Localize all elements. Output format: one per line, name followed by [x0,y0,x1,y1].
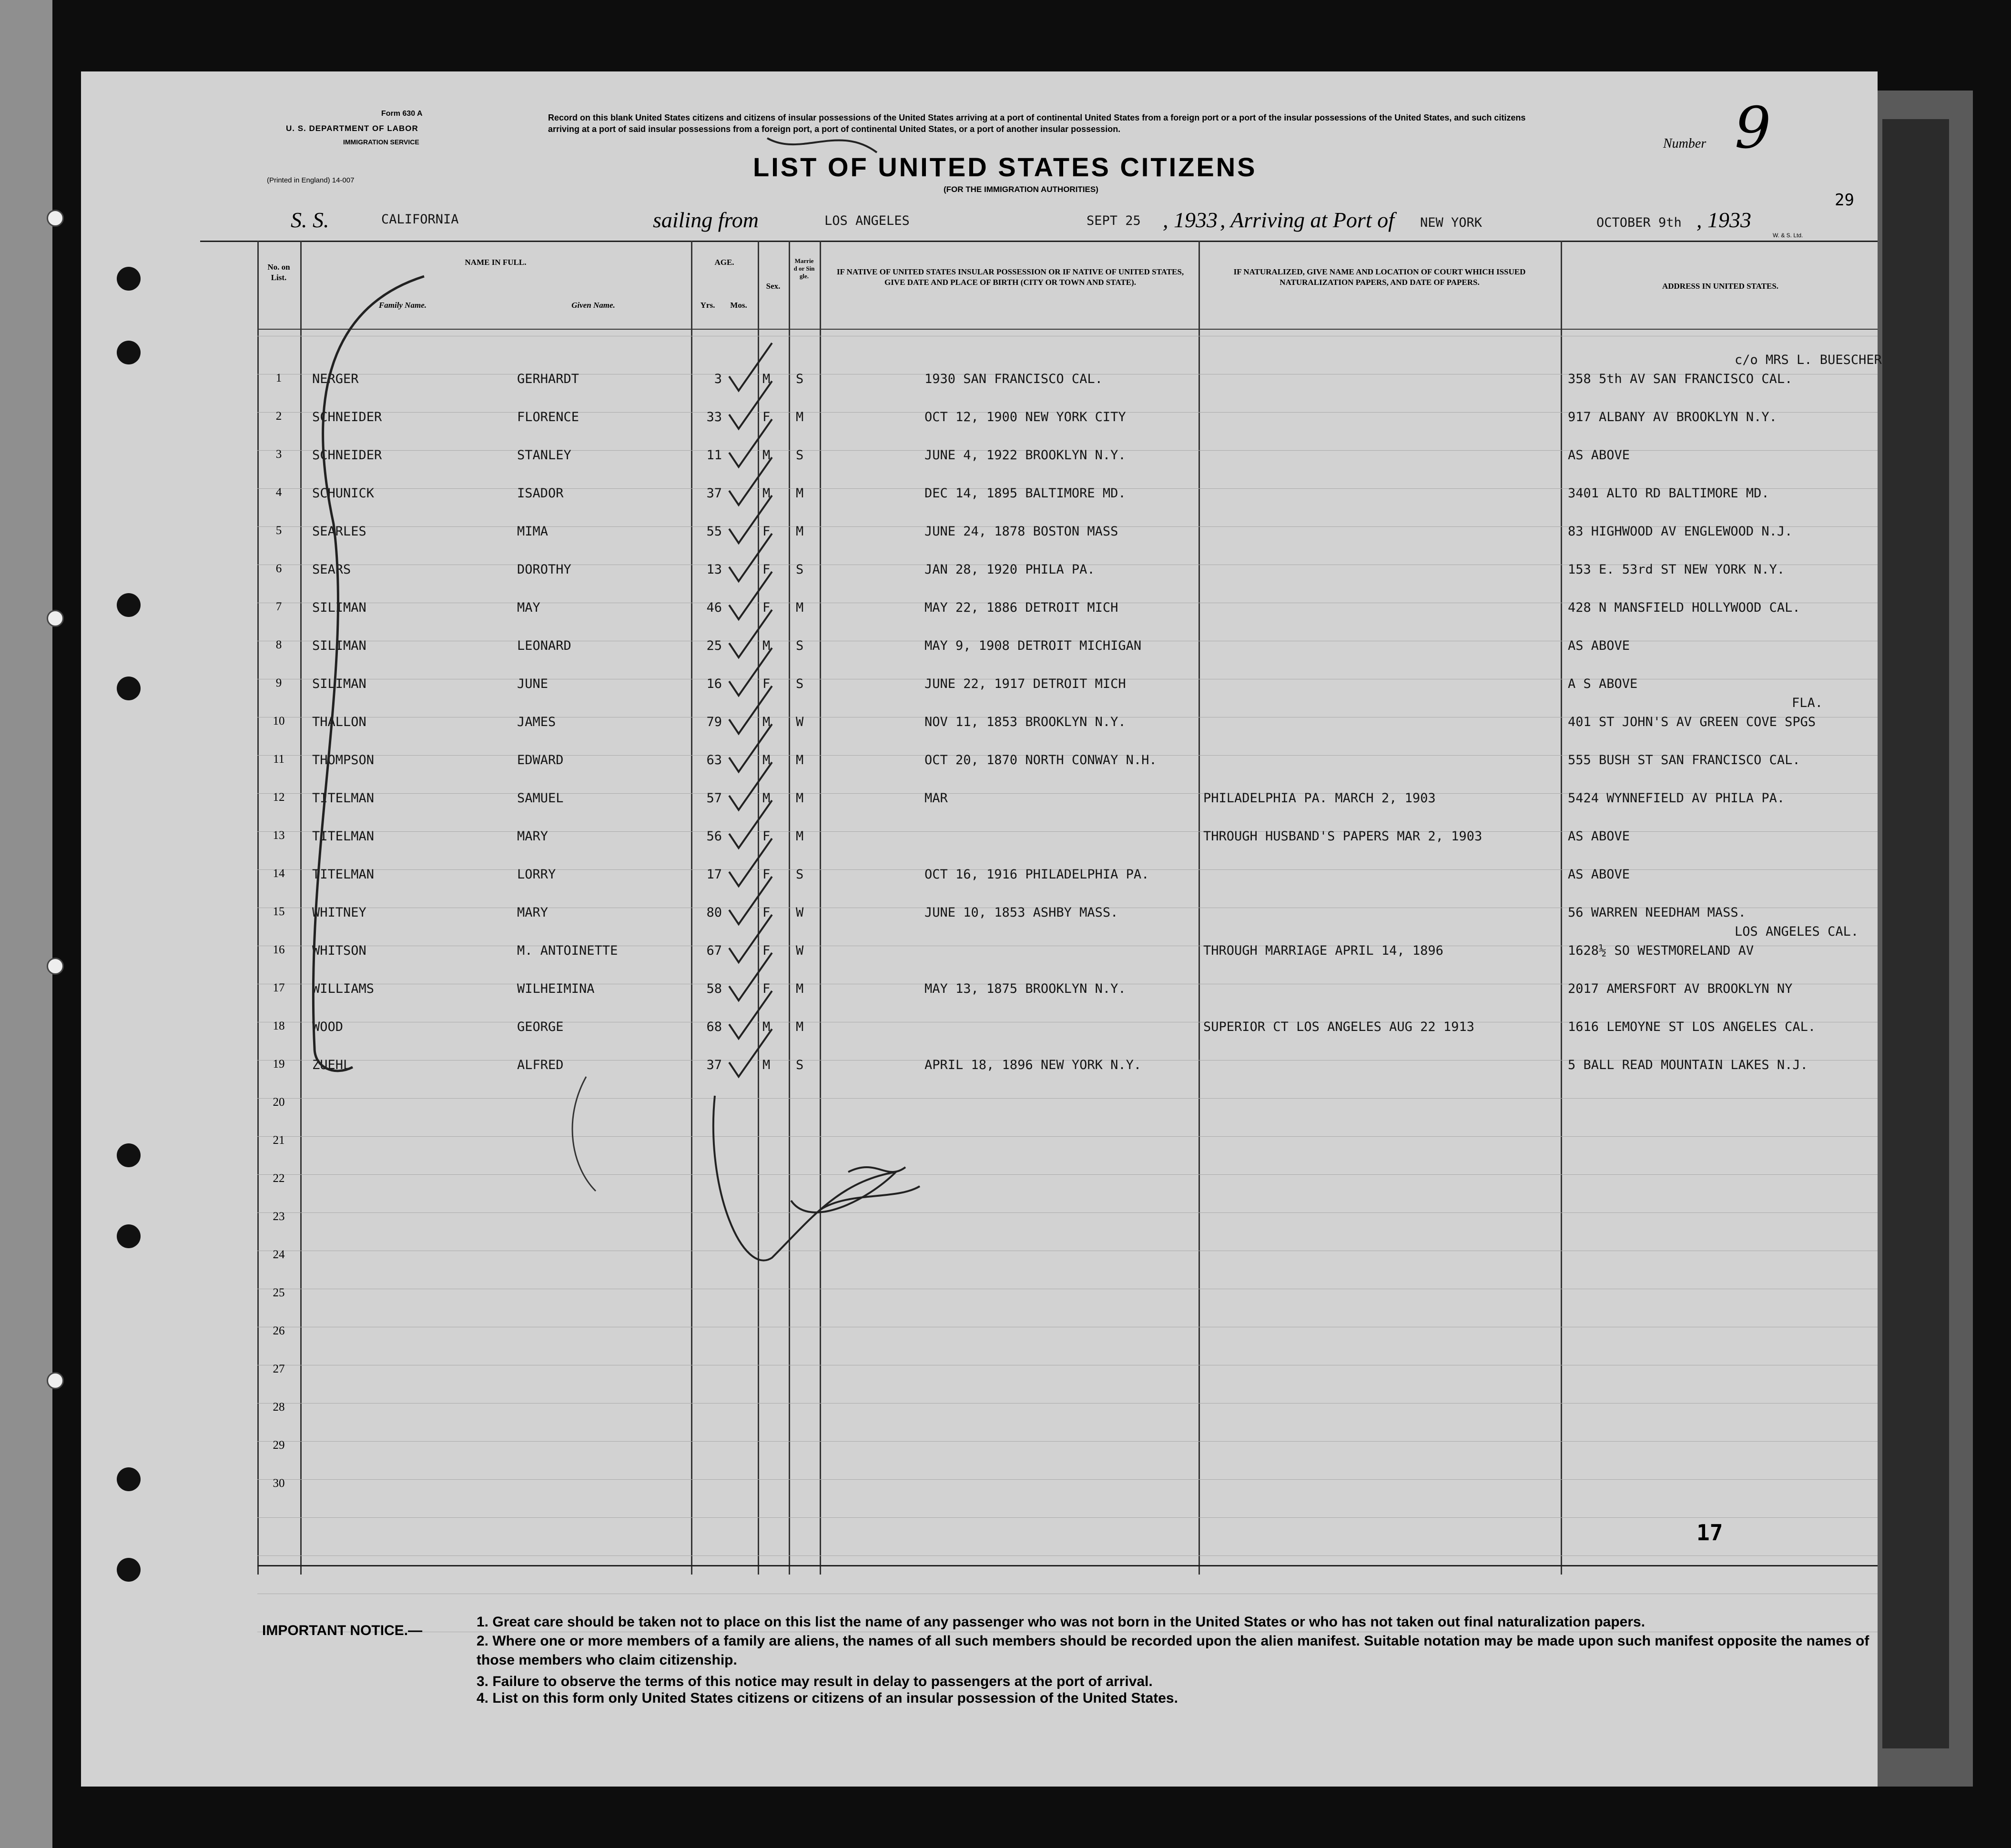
cell-age: 80 [706,905,722,920]
cell-age: 46 [706,600,722,615]
cell-age: 79 [706,715,722,729]
cell-address: 1628½ SO WESTMORELAND AV [1568,943,1754,958]
pencil-mark [572,1077,596,1191]
cell-ms: S [796,867,804,882]
cell-address-extra: FLA. [1792,696,1823,710]
notice-item: 3. Failure to observe the terms of this notice may result in delay to passengers at the port of arrival. [477,1674,1153,1689]
col-header-age: AGE. [714,258,734,267]
page-number: 17 [1696,1520,1723,1545]
cell-sex: M [762,753,771,767]
cell-age: 13 [706,562,722,577]
cell-sex: F [762,600,771,615]
cell-family: THOMPSON [312,753,375,767]
cell-age: 11 [706,448,722,463]
cell-ms: W [796,943,804,958]
col-header-given: Given Name. [571,301,615,310]
col-header-sex: Sex. [766,282,781,291]
cell-age: 58 [706,981,722,996]
number-label: Number [1663,136,1706,151]
empty-row-number: 28 [273,1401,285,1414]
cell-address: 153 E. 53rd ST NEW YORK N.Y. [1568,562,1785,577]
empty-row-number: 30 [273,1477,285,1490]
cell-no: 13 [273,829,285,842]
cell-age: 25 [706,638,722,653]
notice-title: IMPORTANT NOTICE.— [262,1623,423,1638]
cell-family: SCHUNICK [312,486,375,501]
cell-family: WHITSON [312,943,366,958]
cell-ms: M [796,600,804,615]
cell-no: 6 [275,562,282,575]
cell-address: 428 N MANSFIELD HOLLYWOOD CAL. [1568,600,1800,615]
cell-given: DOROTHY [517,562,571,577]
cell-ms: M [796,524,804,539]
cell-age: 57 [706,791,722,806]
notice-item: 1. Great care should be taken not to place on this list the name of any passenger who was not born in the United States or who has not taken out final naturalization papers. [477,1614,1645,1630]
cell-age: 37 [706,1058,722,1072]
col-header-address: ADDRESS IN UNITED STATES. [1662,282,1779,291]
cell-family: SCHNEIDER [312,410,382,424]
col-header-yrs: Yrs. [700,301,715,310]
cell-family: SILIMAN [312,600,366,615]
cell-given: MARY [517,905,548,920]
cell-address: AS ABOVE [1568,448,1630,463]
cell-ms: M [796,753,804,767]
cell-address: 3401 ALTO RD BALTIMORE MD. [1568,486,1769,501]
cell-no: 17 [273,981,285,994]
cell-ms: W [796,715,804,729]
cell-sex: F [762,981,771,996]
cell-nat: SUPERIOR CT LOS ANGELES AUG 22 1913 [1203,1020,1474,1034]
cell-birth: JUNE 22, 1917 DETROIT MICH [924,677,1126,691]
empty-row-number: 27 [273,1363,285,1375]
cell-given: MIMA [517,524,548,539]
cell-given: GERHARDT [517,372,579,386]
cell-age: 68 [706,1020,722,1034]
cell-given: MAY [517,600,540,615]
cell-address: A S ABOVE [1568,677,1638,691]
cell-address: 401 ST JOHN'S AV GREEN COVE SPGS [1568,715,1816,729]
arrival-port: NEW YORK [1420,215,1483,230]
cell-address: AS ABOVE [1568,829,1630,844]
cell-given: EDWARD [517,753,564,767]
cell-age: 16 [706,677,722,691]
col-header-family: Family Name. [378,301,427,310]
notice-item: 4. List on this form only United States citizens or citizens of an insular possession of the United States. [477,1690,1178,1706]
cell-birth: APRIL 18, 1896 NEW YORK N.Y. [924,1058,1142,1072]
cell-no: 7 [275,600,282,613]
cell-family: SEARS [312,562,351,577]
bracket-mark [313,276,424,1071]
cell-ms: M [796,981,804,996]
cell-ms: W [796,905,804,920]
cell-family: WHITNEY [312,905,366,920]
corner-number: 29 [1835,191,1854,210]
cell-address-extra: c/o MRS L. BUESCHER [1735,353,1882,367]
cell-birth: OCT 20, 1870 NORTH CONWAY N.H. [924,753,1157,767]
cell-family: ZUEHL [312,1058,351,1072]
cell-age: 33 [706,410,722,424]
cell-given: MARY [517,829,548,844]
cell-birth: MAY 13, 1875 BROOKLYN N.Y. [924,981,1126,996]
cell-birth: MAR [924,791,948,806]
cell-address: 555 BUSH ST SAN FRANCISCO CAL. [1568,753,1800,767]
page-subtitle: (FOR THE IMMIGRATION AUTHORITIES) [944,185,1098,194]
cell-birth: JAN 28, 1920 PHILA PA. [924,562,1095,577]
cell-no: 14 [273,867,285,880]
cell-sex: F [762,677,771,691]
cell-birth: NOV 11, 1853 BROOKLYN N.Y. [924,715,1126,729]
cell-family: SILIMAN [312,677,366,691]
cell-nat: PHILADELPHIA PA. MARCH 2, 1903 [1203,791,1436,806]
cell-no: 18 [273,1020,285,1032]
printer-mark: W. & S. Ltd. [1773,232,1803,239]
cell-address: 1616 LEMOYNE ST LOS ANGELES CAL. [1568,1020,1816,1034]
cell-age: 17 [706,867,722,882]
cell-ms: S [796,677,804,691]
departure-date: SEPT 25 [1087,213,1141,228]
empty-row-number: 26 [273,1324,285,1337]
arriving-label: , Arriving at Port of [1220,208,1394,232]
sailing-label: sailing from [653,208,759,232]
cell-ms: M [796,829,804,844]
cell-sex: M [762,638,771,653]
cell-family: NERGER [312,372,359,386]
form-instructions: Record on this blank United States citizens and citizens of insular possessions of the United States arriving at a port of continental United States from a foreign port or a port of the insular possessions of the United States, and such citizens arriving at a port of said insular possessions from a foreign port, a port of continental United States, or a port of another insular possession. [548,113,1526,134]
cell-sex: M [762,372,771,386]
cell-sex: M [762,1058,771,1072]
cell-family: TITELMAN [312,867,375,882]
cell-sex: F [762,905,771,920]
cell-no: 15 [273,905,285,918]
cell-sex: F [762,867,771,882]
cell-address-extra: LOS ANGELES CAL. [1735,924,1859,939]
cell-family: THALLON [312,715,366,729]
cell-birth: MAY 9, 1908 DETROIT MICHIGAN [924,638,1142,653]
cell-given: SAMUEL [517,791,564,806]
col-header-married: Married or Single. [793,257,815,280]
cell-no: 11 [273,753,285,766]
cell-age: 37 [706,486,722,501]
departure-year: , 1933 [1163,208,1218,232]
cell-sex: M [762,1020,771,1034]
cell-no: 10 [273,715,285,727]
cell-address: AS ABOVE [1568,867,1630,882]
empty-row-number: 20 [273,1096,285,1109]
cell-ms: M [796,1020,804,1034]
cell-family: TITELMAN [312,829,375,844]
notice-item: 2. Where one or more members of a family are aliens, the names of all such members should be recorded upon the alien manifest. Suitable notation may be made upon such manifest opposite the names of those members who claim citizenship. [477,1633,1869,1668]
cell-given: WILHEIMINA [517,981,595,996]
cell-address: 56 WARREN NEEDHAM MASS. [1568,905,1746,920]
signature-stroke [713,1096,896,1261]
cell-birth: OCT 12, 1900 NEW YORK CITY [924,410,1126,424]
ss-label: S. S. [291,208,329,232]
cell-family: SEARLES [312,524,366,539]
col-header-native: IF NATIVE OF UNITED STATES INSULAR POSSESSION OR IF NATIVE OF UNITED STATES, GIVE DATE AND PLACE OF BIRTH (CITY OR TOWN AND STATE). [836,267,1184,287]
cell-given: M. ANTOINETTE [517,943,618,958]
cell-no: 12 [273,791,285,804]
cell-sex: M [762,715,771,729]
cell-no: 5 [275,524,282,537]
cell-birth: 1930 SAN FRANCISCO CAL. [924,372,1103,386]
cell-given: JAMES [517,715,556,729]
tick-marks [729,343,772,1077]
cell-sex: F [762,943,771,958]
cell-ms: M [796,791,804,806]
departure-port: LOS ANGELES [824,213,910,228]
cell-family: SILIMAN [312,638,366,653]
cell-ms: M [796,410,804,424]
signature-stroke [820,1167,920,1210]
cell-birth: JUNE 10, 1853 ASHBY MASS. [924,905,1118,920]
cell-sex: M [762,791,771,806]
cell-age: 63 [706,753,722,767]
form-number: Form 630 A [381,110,423,118]
cell-family: SCHNEIDER [312,448,382,463]
page-title: LIST OF UNITED STATES CITIZENS [753,152,1257,182]
cell-ms: S [796,1058,804,1072]
cell-address: 2017 AMERSFORT AV BROOKLYN NY [1568,981,1793,996]
cell-given: GEORGE [517,1020,564,1034]
cell-birth: DEC 14, 1895 BALTIMORE MD. [924,486,1126,501]
cell-sex: F [762,524,771,539]
cell-sex: F [762,562,771,577]
cell-no: 8 [275,638,282,651]
service-name: IMMIGRATION SERVICE [343,138,419,146]
cell-no: 1 [275,372,282,384]
cell-age: 55 [706,524,722,539]
cell-ms: S [796,448,804,463]
cell-given: ALFRED [517,1058,564,1072]
cell-given: JUNE [517,677,548,691]
cell-no: 2 [275,410,282,423]
cell-no: 9 [275,677,282,689]
cell-family: WILLIAMS [312,981,375,996]
cell-address: 83 HIGHWOOD AV ENGLEWOOD N.J. [1568,524,1793,539]
cell-ms: S [796,638,804,653]
cell-ms: S [796,562,804,577]
empty-row-number: 25 [273,1286,285,1299]
empty-row-number: 21 [273,1134,285,1147]
cell-family: WOOD [312,1020,344,1034]
cell-no: 16 [273,943,285,956]
cell-birth: OCT 16, 1916 PHILADELPHIA PA. [924,867,1149,882]
cell-given: FLORENCE [517,410,579,424]
cell-birth: MAY 22, 1886 DETROIT MICH [924,600,1118,615]
pen-scribble [767,138,877,152]
cell-given: ISADOR [517,486,564,501]
cell-nat: THROUGH MARRIAGE APRIL 14, 1896 [1203,943,1443,958]
cell-sex: M [762,448,771,463]
empty-row-number: 24 [273,1248,285,1261]
empty-row-number: 23 [273,1210,285,1223]
cell-ms: M [796,486,804,501]
cell-sex: F [762,829,771,844]
cell-address: 917 ALBANY AV BROOKLYN N.Y. [1568,410,1777,424]
cell-address: AS ABOVE [1568,638,1630,653]
cell-address: 5 BALL READ MOUNTAIN LAKES N.J. [1568,1058,1808,1072]
col-header-mos: Mos. [730,301,747,310]
cell-sex: M [762,486,771,501]
col-header-naturalized: IF NATURALIZED, GIVE NAME AND LOCATION OF COURT WHICH ISSUED NATURALIZATION PAPERS, AND DATE OF PAPERS. [1233,267,1526,287]
empty-row-number: 22 [273,1172,285,1185]
empty-row-number: 29 [273,1439,285,1452]
cell-no: 3 [275,448,282,461]
printer-note: (Printed in England) 14-007 [267,176,355,184]
cell-age: 56 [706,829,722,844]
cell-birth: JUNE 24, 1878 BOSTON MASS [924,524,1118,539]
col-header-no: No. on List. [267,263,290,282]
cell-address: 5424 WYNNEFIELD AV PHILA PA. [1568,791,1785,806]
cell-age: 67 [706,943,722,958]
number-value: 9 [1735,95,1771,162]
cell-no: 19 [273,1058,285,1070]
cell-sex: F [762,410,771,424]
arrival-year: , 1933 [1696,208,1751,232]
col-header-name: NAME IN FULL. [465,258,527,267]
cell-given: LEONARD [517,638,571,653]
cell-family: TITELMAN [312,791,375,806]
cell-no: 4 [275,486,282,499]
department-name: U. S. DEPARTMENT OF LABOR [286,124,418,133]
cell-age: 3 [714,372,722,386]
cell-address: 358 5th AV SAN FRANCISCO CAL. [1568,372,1793,386]
cell-birth: JUNE 4, 1922 BROOKLYN N.Y. [924,448,1126,463]
cell-ms: S [796,372,804,386]
cell-nat: THROUGH HUSBAND'S PAPERS MAR 2, 1903 [1203,829,1483,844]
ship-name: CALIFORNIA [381,212,459,227]
cell-given: LORRY [517,867,556,882]
cell-given: STANLEY [517,448,571,463]
arrival-date: OCTOBER 9th [1596,215,1682,230]
